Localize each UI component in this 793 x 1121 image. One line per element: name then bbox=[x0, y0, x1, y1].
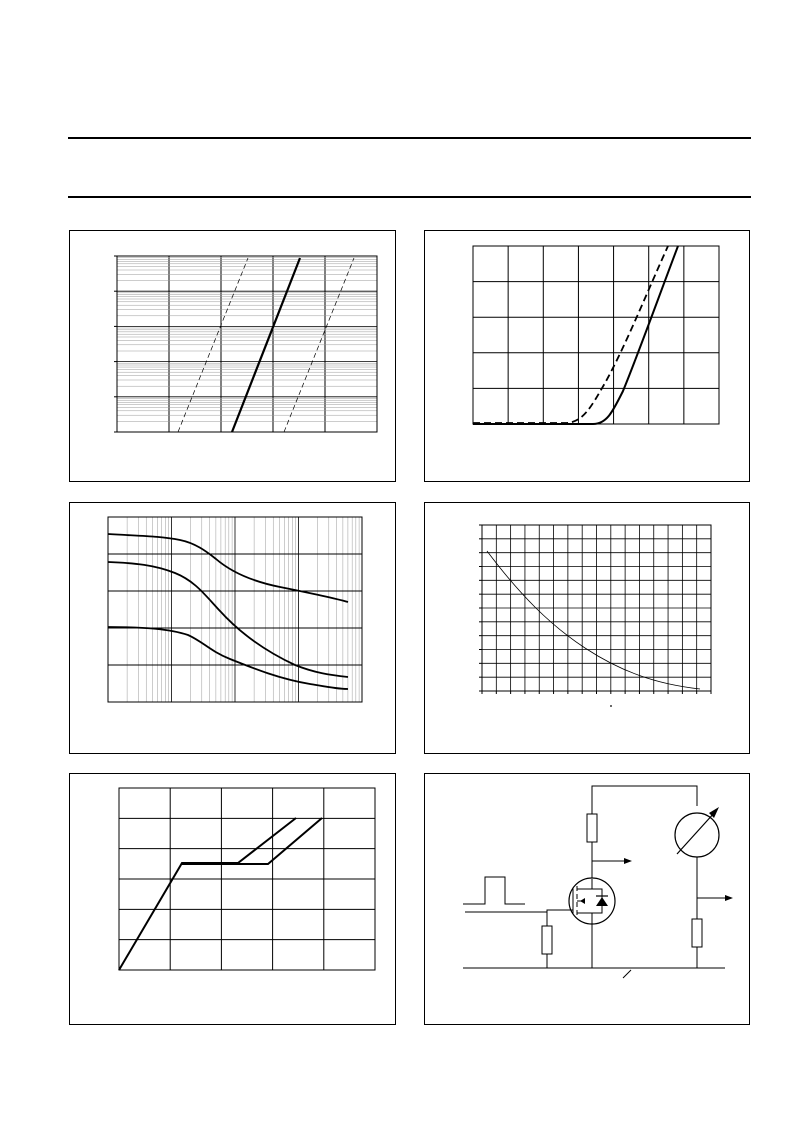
sense-resistor bbox=[692, 919, 702, 947]
figure-4-plot bbox=[425, 503, 751, 755]
figure-panel-4 bbox=[424, 502, 750, 754]
plot-frame bbox=[117, 256, 377, 432]
header-bottom-rule bbox=[68, 196, 751, 198]
gate-wire bbox=[465, 910, 573, 912]
drain-current-arrowhead bbox=[624, 858, 632, 864]
dashed-curve bbox=[473, 246, 668, 423]
gate-resistor bbox=[542, 926, 552, 954]
pulse-generator-icon bbox=[463, 877, 525, 904]
lower-curve bbox=[108, 627, 348, 689]
solid-curve bbox=[473, 246, 678, 424]
figure-panel-6 bbox=[424, 773, 750, 1025]
lower-stepped-curve bbox=[182, 818, 322, 864]
figure-5-plot bbox=[70, 774, 397, 1026]
ground-tick bbox=[623, 970, 631, 978]
upper-curve bbox=[108, 534, 348, 602]
output-arrowhead bbox=[725, 895, 733, 901]
figure-panel-3 bbox=[69, 502, 396, 754]
test-circuit-schematic bbox=[425, 774, 751, 1026]
header-top-rule bbox=[68, 137, 751, 139]
figure-panel-2 bbox=[424, 230, 750, 482]
figure-2-plot bbox=[425, 231, 751, 483]
figure-3-plot bbox=[70, 503, 397, 755]
figure-1-plot bbox=[70, 231, 397, 483]
drain-resistor bbox=[587, 814, 597, 842]
figure-panel-1 bbox=[69, 230, 396, 482]
meter-circle bbox=[675, 813, 719, 857]
axis-dot bbox=[610, 705, 612, 707]
figure-panel-5 bbox=[69, 773, 396, 1025]
middle-curve bbox=[108, 562, 348, 677]
upper-stepped-curve bbox=[119, 818, 296, 970]
